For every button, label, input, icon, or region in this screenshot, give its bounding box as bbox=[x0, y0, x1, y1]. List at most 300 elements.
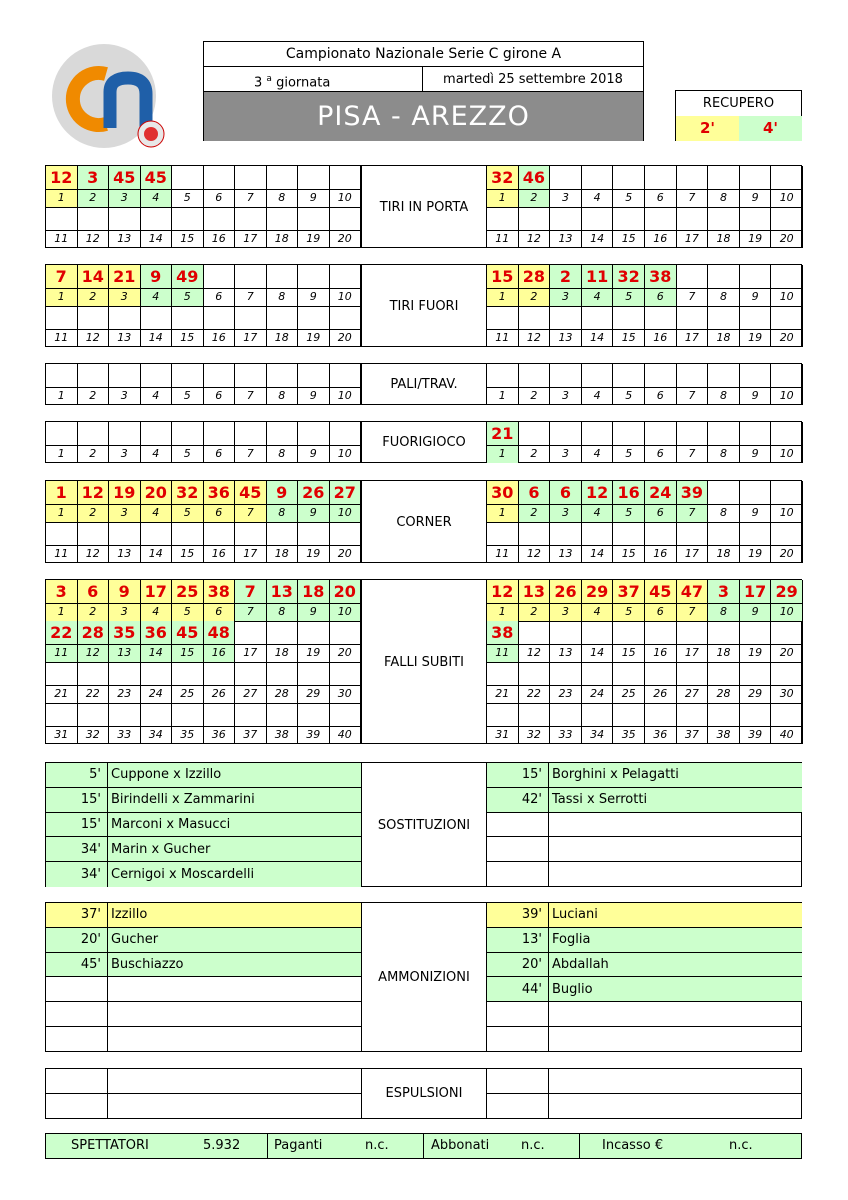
stat-index-cell: 22 bbox=[519, 685, 551, 703]
player-text: Borghini x Pelagatti bbox=[552, 767, 679, 783]
stat-value-cell: 12 bbox=[78, 481, 110, 504]
stat-value-cell bbox=[235, 207, 267, 230]
stat-index-cell: 11 bbox=[487, 329, 519, 347]
stat-index-cell: 13 bbox=[109, 644, 141, 662]
stat-value-cell: 47 bbox=[677, 580, 709, 603]
stat-index-cell: 2 bbox=[78, 445, 110, 463]
stat-index-cell: 24 bbox=[582, 685, 614, 703]
stat-value-cell bbox=[172, 422, 204, 445]
stat-index-cell: 1 bbox=[487, 504, 519, 522]
stat-value-cell bbox=[771, 306, 803, 329]
player-text bbox=[108, 1027, 361, 1052]
list-row bbox=[46, 1094, 361, 1119]
stat-index-cell: 15 bbox=[613, 644, 645, 662]
espulsioni-table bbox=[45, 1068, 802, 1119]
stat-value-cell bbox=[235, 662, 267, 685]
stat-index-cell: 39 bbox=[740, 726, 772, 744]
stat-index-cell: 8 bbox=[708, 288, 740, 306]
stat-index-cell: 11 bbox=[46, 230, 78, 248]
list-row bbox=[46, 1002, 361, 1027]
minute: 15' bbox=[487, 763, 549, 787]
stat-value-cell bbox=[204, 166, 236, 189]
player-text: Tassi x Serrotti bbox=[552, 792, 648, 808]
stat-index-cell: 5 bbox=[172, 288, 204, 306]
minute bbox=[46, 977, 108, 1001]
minute: 39' bbox=[487, 903, 549, 927]
stat-value-cell bbox=[550, 522, 582, 545]
stat-value-cell: 45 bbox=[235, 481, 267, 504]
stat-index-cell: 20 bbox=[771, 545, 803, 563]
stat-index-cell: 29 bbox=[298, 685, 330, 703]
player-text bbox=[108, 1069, 361, 1093]
recupero-second-half: 4' bbox=[739, 116, 802, 141]
stat-index-cell: 2 bbox=[519, 387, 551, 405]
round-superscript: a bbox=[266, 74, 272, 84]
stat-value-cell bbox=[582, 621, 614, 644]
stat-value-cell bbox=[677, 703, 709, 726]
stat-value-cell: 49 bbox=[172, 265, 204, 288]
stat-index-cell: 4 bbox=[582, 288, 614, 306]
stat-index-cell: 8 bbox=[267, 189, 299, 207]
stat-value-cell bbox=[172, 166, 204, 189]
list-row bbox=[487, 788, 802, 813]
stat-value-cell bbox=[172, 364, 204, 387]
stat-index-cell: 4 bbox=[582, 603, 614, 621]
round-info bbox=[204, 67, 423, 92]
stat-index-cell: 23 bbox=[550, 685, 582, 703]
stat-index-cell: 5 bbox=[172, 189, 204, 207]
stat-value-cell bbox=[613, 422, 645, 445]
stat-index-cell: 14 bbox=[141, 230, 173, 248]
stat-index-cell: 2 bbox=[519, 189, 551, 207]
stat-index-cell: 19 bbox=[298, 329, 330, 347]
stat-value-cell bbox=[46, 703, 78, 726]
stat-index-cell: 17 bbox=[677, 644, 709, 662]
stat-index-cell: 3 bbox=[109, 288, 141, 306]
stat-index-cell: 12 bbox=[78, 545, 110, 563]
stat-index-cell: 10 bbox=[330, 288, 362, 306]
stat-value-cell bbox=[330, 306, 362, 329]
stat-value-cell: 13 bbox=[267, 580, 299, 603]
stat-value-cell bbox=[550, 364, 582, 387]
stat-index-cell: 6 bbox=[204, 189, 236, 207]
stat-index-cell: 9 bbox=[298, 603, 330, 621]
player-text bbox=[108, 1094, 361, 1119]
section-label: CORNER bbox=[361, 481, 487, 563]
stat-index-cell: 7 bbox=[677, 445, 709, 463]
list-row bbox=[487, 1094, 802, 1119]
stat-index-cell: 6 bbox=[204, 288, 236, 306]
stat-value-cell bbox=[298, 422, 330, 445]
stat-value-cell bbox=[645, 621, 677, 644]
list-row bbox=[46, 1069, 361, 1094]
list-row bbox=[487, 1069, 802, 1094]
player-text: Cuppone x Izzillo bbox=[111, 767, 222, 783]
stat-index-cell: 19 bbox=[740, 644, 772, 662]
stat-value-cell bbox=[204, 306, 236, 329]
stat-index-cell: 10 bbox=[771, 603, 803, 621]
stat-value-cell bbox=[330, 621, 362, 644]
stat-value-cell bbox=[771, 422, 803, 445]
list-row bbox=[46, 813, 361, 838]
stat-index-cell: 14 bbox=[582, 644, 614, 662]
stat-value-cell bbox=[235, 703, 267, 726]
stat-value-cell bbox=[141, 522, 173, 545]
list-row bbox=[487, 977, 802, 1002]
stat-index-cell: 15 bbox=[172, 545, 204, 563]
stat-value-cell bbox=[645, 422, 677, 445]
stat-value-cell: 20 bbox=[330, 580, 362, 603]
stat-index-cell: 14 bbox=[141, 545, 173, 563]
stat-value-cell bbox=[330, 364, 362, 387]
minute: 5' bbox=[46, 763, 108, 787]
stat-index-cell: 7 bbox=[235, 288, 267, 306]
stat-index-cell: 18 bbox=[708, 545, 740, 563]
stat-value-cell bbox=[708, 621, 740, 644]
stat-index-cell: 11 bbox=[46, 545, 78, 563]
stat-value-cell bbox=[235, 265, 267, 288]
stat-value-cell: 27 bbox=[330, 481, 362, 504]
stat-index-cell: 25 bbox=[172, 685, 204, 703]
stat-index-cell: 2 bbox=[519, 288, 551, 306]
stat-value-cell: 38 bbox=[487, 621, 519, 644]
stat-value-cell bbox=[141, 703, 173, 726]
stat-value-cell: 12 bbox=[46, 166, 78, 189]
stat-index-cell: 34 bbox=[582, 726, 614, 744]
stat-index-cell: 37 bbox=[235, 726, 267, 744]
stat-value-cell bbox=[771, 621, 803, 644]
stat-index-cell: 13 bbox=[550, 230, 582, 248]
stat-index-cell: 9 bbox=[298, 504, 330, 522]
stat-index-cell: 33 bbox=[550, 726, 582, 744]
stat-value-cell bbox=[550, 422, 582, 445]
stat-index-cell: 16 bbox=[204, 644, 236, 662]
stat-value-cell bbox=[613, 306, 645, 329]
stat-index-cell: 35 bbox=[613, 726, 645, 744]
stat-index-cell: 10 bbox=[771, 445, 803, 463]
stat-value-cell bbox=[740, 662, 772, 685]
stat-index-cell: 18 bbox=[708, 230, 740, 248]
stat-value-cell: 20 bbox=[141, 481, 173, 504]
stat-value-cell: 3 bbox=[78, 166, 110, 189]
stat-value-cell bbox=[519, 703, 551, 726]
stat-index-cell: 1 bbox=[487, 189, 519, 207]
stat-index-cell: 4 bbox=[141, 288, 173, 306]
stat-index-cell: 3 bbox=[109, 445, 141, 463]
stat-index-cell: 13 bbox=[109, 230, 141, 248]
stat-index-cell: 2 bbox=[78, 189, 110, 207]
stat-value-cell: 29 bbox=[582, 580, 614, 603]
stat-index-cell: 2 bbox=[78, 603, 110, 621]
stat-index-cell: 5 bbox=[172, 445, 204, 463]
stat-value-cell: 6 bbox=[550, 481, 582, 504]
stat-index-cell: 4 bbox=[582, 504, 614, 522]
stat-value-cell bbox=[78, 364, 110, 387]
stat-index-cell: 34 bbox=[141, 726, 173, 744]
stat-value-cell: 12 bbox=[582, 481, 614, 504]
stat-index-cell: 20 bbox=[771, 329, 803, 347]
stat-index-cell: 17 bbox=[235, 545, 267, 563]
stat-value-cell bbox=[267, 207, 299, 230]
stat-value-cell: 7 bbox=[46, 265, 78, 288]
player-text bbox=[549, 813, 802, 837]
sostituzioni-table bbox=[45, 762, 802, 887]
stat-value-cell bbox=[582, 306, 614, 329]
player-text: Foglia bbox=[552, 932, 591, 948]
stat-value-cell bbox=[708, 265, 740, 288]
stat-index-cell: 3 bbox=[550, 288, 582, 306]
section-label: PALI/TRAV. bbox=[361, 364, 487, 405]
stat-index-cell: 4 bbox=[141, 387, 173, 405]
stat-index-cell: 16 bbox=[204, 545, 236, 563]
stat-index-cell: 14 bbox=[141, 644, 173, 662]
stat-value-cell bbox=[613, 662, 645, 685]
stat-value-cell: 3 bbox=[708, 580, 740, 603]
stat-value-cell bbox=[172, 306, 204, 329]
stat-value-cell bbox=[613, 364, 645, 387]
stat-index-cell: 12 bbox=[519, 329, 551, 347]
stat-index-cell: 7 bbox=[677, 504, 709, 522]
stat-index-cell: 3 bbox=[109, 504, 141, 522]
stat-value-cell bbox=[78, 207, 110, 230]
stat-index-cell: 19 bbox=[740, 230, 772, 248]
stat-index-cell: 13 bbox=[109, 545, 141, 563]
stat-value-cell bbox=[172, 703, 204, 726]
stat-value-cell: 9 bbox=[109, 580, 141, 603]
stat-value-cell bbox=[708, 306, 740, 329]
incasso-label: Incasso € bbox=[602, 1138, 664, 1153]
stat-value-cell bbox=[677, 621, 709, 644]
minute bbox=[46, 1094, 108, 1119]
stat-value-cell bbox=[677, 422, 709, 445]
minute bbox=[46, 1002, 108, 1026]
stat-value-cell bbox=[519, 621, 551, 644]
stat-value-cell bbox=[771, 703, 803, 726]
stat-value-cell: 45 bbox=[645, 580, 677, 603]
stat-index-cell: 26 bbox=[645, 685, 677, 703]
stat-index-cell: 31 bbox=[46, 726, 78, 744]
stat-value-cell bbox=[771, 265, 803, 288]
stat-index-cell: 6 bbox=[204, 445, 236, 463]
stat-value-cell bbox=[582, 364, 614, 387]
stat-value-cell bbox=[204, 364, 236, 387]
recupero-label: RECUPERO bbox=[676, 91, 801, 117]
stat-index-cell: 8 bbox=[708, 603, 740, 621]
stat-value-cell bbox=[519, 662, 551, 685]
stat-index-cell: 10 bbox=[330, 189, 362, 207]
minute: 20' bbox=[46, 928, 108, 952]
recupero-first-half: 2' bbox=[676, 116, 740, 141]
stat-value-cell bbox=[141, 207, 173, 230]
stat-value-cell bbox=[141, 364, 173, 387]
stat-index-cell: 1 bbox=[46, 387, 78, 405]
stat-value-cell bbox=[46, 662, 78, 685]
stat-value-cell bbox=[78, 522, 110, 545]
stat-value-cell bbox=[330, 422, 362, 445]
stat-value-cell bbox=[235, 306, 267, 329]
stat-index-cell: 9 bbox=[740, 387, 772, 405]
stat-index-cell: 7 bbox=[235, 504, 267, 522]
stat-index-cell: 4 bbox=[582, 445, 614, 463]
stat-value-cell bbox=[46, 306, 78, 329]
stat-index-cell: 36 bbox=[645, 726, 677, 744]
stat-value-cell bbox=[235, 621, 267, 644]
stat-value-cell bbox=[78, 422, 110, 445]
abbonati-value: n.c. bbox=[521, 1138, 545, 1153]
stat-value-cell: 45 bbox=[172, 621, 204, 644]
stat-index-cell: 12 bbox=[519, 644, 551, 662]
stat-value-cell bbox=[78, 662, 110, 685]
stat-index-cell: 6 bbox=[645, 603, 677, 621]
round-row bbox=[204, 67, 643, 92]
stat-index-cell: 9 bbox=[298, 288, 330, 306]
stat-index-cell: 6 bbox=[204, 603, 236, 621]
ammonizioni-table bbox=[45, 902, 802, 1052]
stat-value-cell: 32 bbox=[487, 166, 519, 189]
stat-value-cell bbox=[582, 703, 614, 726]
abbonati-label: Abbonati bbox=[431, 1138, 490, 1153]
stat-index-cell: 36 bbox=[204, 726, 236, 744]
stat-value-cell bbox=[550, 166, 582, 189]
section-label: FALLI SUBITI bbox=[361, 580, 487, 744]
stat-index-cell: 1 bbox=[46, 288, 78, 306]
stat-index-cell: 19 bbox=[298, 644, 330, 662]
stat-index-cell: 5 bbox=[613, 288, 645, 306]
stat-index-cell: 15 bbox=[613, 329, 645, 347]
stat-value-cell: 12 bbox=[487, 580, 519, 603]
stat-index-cell: 10 bbox=[771, 189, 803, 207]
stat-value-cell bbox=[235, 522, 267, 545]
stat-index-cell: 20 bbox=[330, 230, 362, 248]
stat-index-cell: 12 bbox=[519, 545, 551, 563]
stat-value-cell bbox=[771, 522, 803, 545]
stat-value-cell: 35 bbox=[109, 621, 141, 644]
player-text bbox=[549, 1002, 802, 1026]
stat-index-cell: 5 bbox=[172, 387, 204, 405]
stat-index-cell: 3 bbox=[550, 603, 582, 621]
section-tiri-in-porta bbox=[45, 165, 802, 248]
stat-index-cell: 12 bbox=[78, 644, 110, 662]
player-text bbox=[549, 1094, 802, 1119]
stat-value-cell bbox=[78, 306, 110, 329]
round-number: 3 bbox=[254, 75, 263, 91]
stat-value-cell bbox=[613, 703, 645, 726]
stat-value-cell bbox=[235, 364, 267, 387]
stat-index-cell: 3 bbox=[550, 189, 582, 207]
player-text: Luciani bbox=[552, 907, 598, 923]
stat-value-cell: 26 bbox=[298, 481, 330, 504]
stat-value-cell bbox=[487, 522, 519, 545]
stat-index-cell: 1 bbox=[46, 189, 78, 207]
stat-value-cell bbox=[550, 621, 582, 644]
stat-value-cell bbox=[645, 522, 677, 545]
stat-value-cell: 11 bbox=[582, 265, 614, 288]
stat-value-cell bbox=[740, 621, 772, 644]
stat-value-cell bbox=[330, 662, 362, 685]
stat-index-cell: 11 bbox=[487, 545, 519, 563]
minute: 45' bbox=[46, 953, 108, 977]
stat-value-cell bbox=[708, 481, 740, 504]
stat-index-cell: 18 bbox=[267, 644, 299, 662]
stat-index-cell: 8 bbox=[708, 504, 740, 522]
stat-value-cell: 19 bbox=[109, 481, 141, 504]
stat-value-cell bbox=[550, 703, 582, 726]
stat-value-cell bbox=[708, 662, 740, 685]
paganti-value: n.c. bbox=[365, 1138, 389, 1153]
stat-index-cell: 15 bbox=[172, 644, 204, 662]
stat-index-cell: 1 bbox=[487, 603, 519, 621]
minute: 15' bbox=[46, 788, 108, 812]
list-row bbox=[46, 928, 361, 953]
stat-value-cell bbox=[267, 265, 299, 288]
stat-index-cell: 18 bbox=[267, 545, 299, 563]
stat-index-cell: 3 bbox=[550, 445, 582, 463]
stat-value-cell bbox=[109, 364, 141, 387]
stat-index-cell: 4 bbox=[141, 603, 173, 621]
cn-logo bbox=[48, 42, 166, 154]
list-row bbox=[46, 977, 361, 1002]
stat-index-cell: 14 bbox=[582, 545, 614, 563]
stat-index-cell: 12 bbox=[519, 230, 551, 248]
stat-index-cell: 2 bbox=[78, 288, 110, 306]
stat-value-cell: 45 bbox=[141, 166, 173, 189]
list-row bbox=[487, 903, 802, 928]
minute bbox=[46, 1069, 108, 1093]
stat-index-cell: 16 bbox=[645, 230, 677, 248]
stat-value-cell bbox=[267, 364, 299, 387]
stat-index-cell: 19 bbox=[298, 230, 330, 248]
stat-value-cell bbox=[771, 481, 803, 504]
stat-value-cell bbox=[582, 422, 614, 445]
stat-index-cell: 40 bbox=[771, 726, 803, 744]
player-text bbox=[549, 1027, 802, 1052]
player-text bbox=[549, 1069, 802, 1093]
stat-value-cell: 14 bbox=[78, 265, 110, 288]
stat-value-cell bbox=[645, 662, 677, 685]
stat-index-cell: 9 bbox=[298, 189, 330, 207]
stat-value-cell bbox=[677, 522, 709, 545]
minute bbox=[487, 1027, 549, 1052]
stat-index-cell: 18 bbox=[267, 230, 299, 248]
minute bbox=[487, 813, 549, 837]
stat-value-cell bbox=[267, 422, 299, 445]
stat-index-cell: 8 bbox=[267, 288, 299, 306]
stat-value-cell bbox=[613, 207, 645, 230]
stat-index-cell: 38 bbox=[708, 726, 740, 744]
stat-index-cell: 4 bbox=[582, 387, 614, 405]
stat-index-cell: 6 bbox=[645, 504, 677, 522]
stat-value-cell bbox=[582, 207, 614, 230]
stat-index-cell: 8 bbox=[708, 189, 740, 207]
stat-index-cell: 15 bbox=[172, 230, 204, 248]
stat-value-cell: 45 bbox=[109, 166, 141, 189]
stat-value-cell bbox=[267, 621, 299, 644]
stat-value-cell bbox=[109, 703, 141, 726]
stat-index-cell: 3 bbox=[109, 603, 141, 621]
stat-index-cell: 1 bbox=[487, 445, 519, 463]
stat-value-cell bbox=[740, 364, 772, 387]
stat-index-cell: 5 bbox=[613, 445, 645, 463]
stat-value-cell bbox=[78, 703, 110, 726]
stat-value-cell bbox=[771, 662, 803, 685]
stat-value-cell: 32 bbox=[172, 481, 204, 504]
section-pali bbox=[45, 363, 802, 405]
stat-index-cell: 4 bbox=[141, 445, 173, 463]
list-row bbox=[487, 862, 802, 887]
stat-value-cell bbox=[204, 703, 236, 726]
stat-value-cell bbox=[46, 207, 78, 230]
player-text: Birindelli x Zammarini bbox=[111, 792, 255, 808]
